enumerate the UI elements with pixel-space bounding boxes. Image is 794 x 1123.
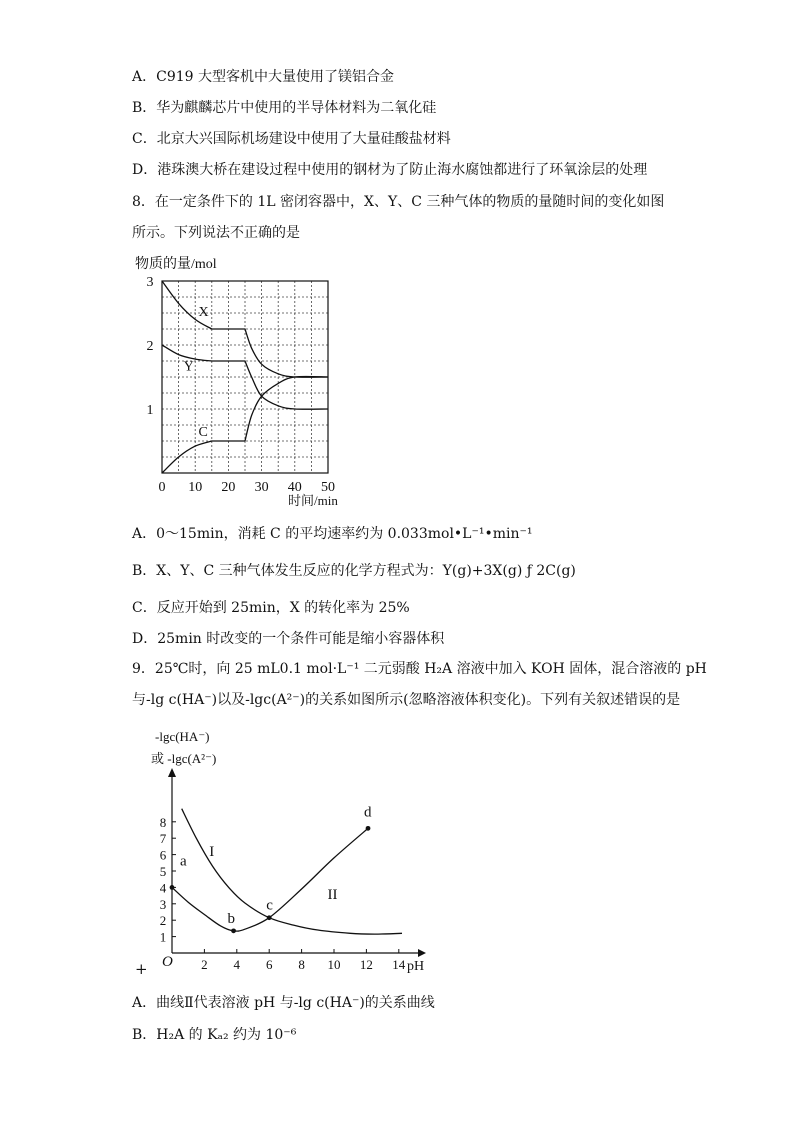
- chart1-xlabel: 时间/min: [288, 493, 338, 508]
- amount-vs-time-chart: [130, 253, 360, 513]
- q8-stem-line1: 8．在一定条件下的 1L 密闭容器中，X、Y、C 三种气体的物质的量随时间的变化如图: [132, 194, 665, 210]
- y-tick-label: 7: [159, 831, 167, 847]
- point-label-d: d: [364, 804, 372, 821]
- x-axis-arrow: [418, 949, 426, 957]
- y-tick-label: 6: [159, 847, 167, 863]
- chart1-tick-labels: [147, 275, 336, 495]
- point-a: [170, 885, 175, 890]
- y-tick-label: 4: [159, 880, 167, 896]
- y-tick-label: 1: [159, 929, 167, 945]
- y-tick-label: 5: [159, 864, 167, 879]
- curve-label-Y: Y: [183, 359, 194, 375]
- x-tick-label: 12: [359, 957, 373, 972]
- q8-option-b: B．X、Y、C 三种气体发生反应的化学方程式为：Y(g)+3X(g) ƒ 2C(g): [132, 563, 576, 579]
- x-tick-label: 10: [327, 957, 341, 972]
- x-tick-label: 4: [233, 957, 241, 972]
- x-tick-label: 0: [158, 480, 166, 495]
- q9-option-b: B．H₂A 的 Kₐ₂ 约为 10⁻⁶: [132, 1027, 297, 1043]
- q8-option-a: A．0～15min，消耗 C 的平均速率约为 0.033mol•L⁻¹•min⁻¹: [132, 526, 533, 542]
- y-tick-label: 1: [146, 403, 154, 418]
- point-b: [231, 928, 236, 933]
- chart2-ylabel-line1: -lgc(HA⁻): [155, 729, 210, 744]
- x-tick-label: 30: [254, 480, 269, 495]
- point-label-b: b: [227, 910, 236, 927]
- x-tick-label: 40: [287, 480, 302, 495]
- y-tick-label: 3: [159, 896, 167, 912]
- q8-option-d: D．25min 时改变的一个条件可能是缩小容器体积: [132, 631, 445, 647]
- q9-stem-line2: 与-lg c(HA⁻)以及-lgc(A²⁻)的关系如图所示(忽略溶液体积变化)。下列有关叙述错误的是: [132, 692, 681, 708]
- y-axis-arrow: [168, 768, 176, 777]
- plus-mark: +: [135, 960, 148, 978]
- y-tick-label: 2: [159, 913, 167, 929]
- q8-stem-line2: 所示。下列说法不正确的是: [132, 225, 300, 241]
- curve-label-C: C: [198, 424, 208, 440]
- x-tick-label: 2: [201, 957, 208, 972]
- q9-option-a: A．曲线Ⅱ代表溶液 pH 与-lg c(HA⁻)的关系曲线: [132, 995, 435, 1011]
- point-label-a: a: [180, 853, 187, 870]
- point-d: [366, 826, 371, 831]
- chart1-ylabel: 物质的量/mol: [135, 257, 217, 272]
- q9-stem-line1: 9．25℃时，向 25 mL0.1 mol·L⁻¹ 二元弱酸 H₂A 溶液中加入 KOH 固体，混合溶液的 pH: [132, 661, 707, 677]
- q7-option-d: D．港珠澳大桥在建设过程中使用的钢材为了防止海水腐蚀都进行了环氧涂层的处理: [132, 162, 648, 178]
- x-tick-label: 20: [221, 480, 236, 495]
- q7-option-a: A．C919 大型客机中大量使用了镁铝合金: [132, 69, 394, 85]
- x-tick-label: 6: [265, 957, 273, 972]
- curve-label-I: I: [209, 844, 215, 861]
- y-tick-label: 8: [159, 814, 167, 830]
- chart2-points: [170, 804, 372, 933]
- y-tick-label: 2: [146, 339, 154, 354]
- chart2-ylabel-line2: 或 -lgc(A²⁻): [151, 751, 217, 766]
- x-tick-label: 14: [392, 957, 406, 972]
- x-tick-label: 8: [298, 957, 305, 972]
- q7-option-c: C．北京大兴国际机场建设中使用了大量硅酸盐材料: [132, 131, 451, 147]
- point-c: [267, 915, 272, 920]
- x-tick-label: 50: [321, 480, 335, 495]
- q8-option-c: C．反应开始到 25min，X 的转化率为 25%: [132, 600, 410, 616]
- point-label-c: c: [266, 897, 273, 914]
- pH-curves-chart: [140, 725, 440, 977]
- chart2-origin-label: O: [162, 954, 173, 970]
- x-tick-label: 10: [188, 480, 203, 495]
- y-tick-label: 3: [146, 275, 154, 290]
- curve-label-II: II: [327, 886, 338, 903]
- chart2-axes: [168, 768, 426, 957]
- curve-label-X: X: [198, 305, 209, 321]
- q7-option-b: B．华为麒麟芯片中使用的半导体材料为二氧化硅: [132, 100, 437, 116]
- chart2-xlabel: pH: [407, 959, 425, 974]
